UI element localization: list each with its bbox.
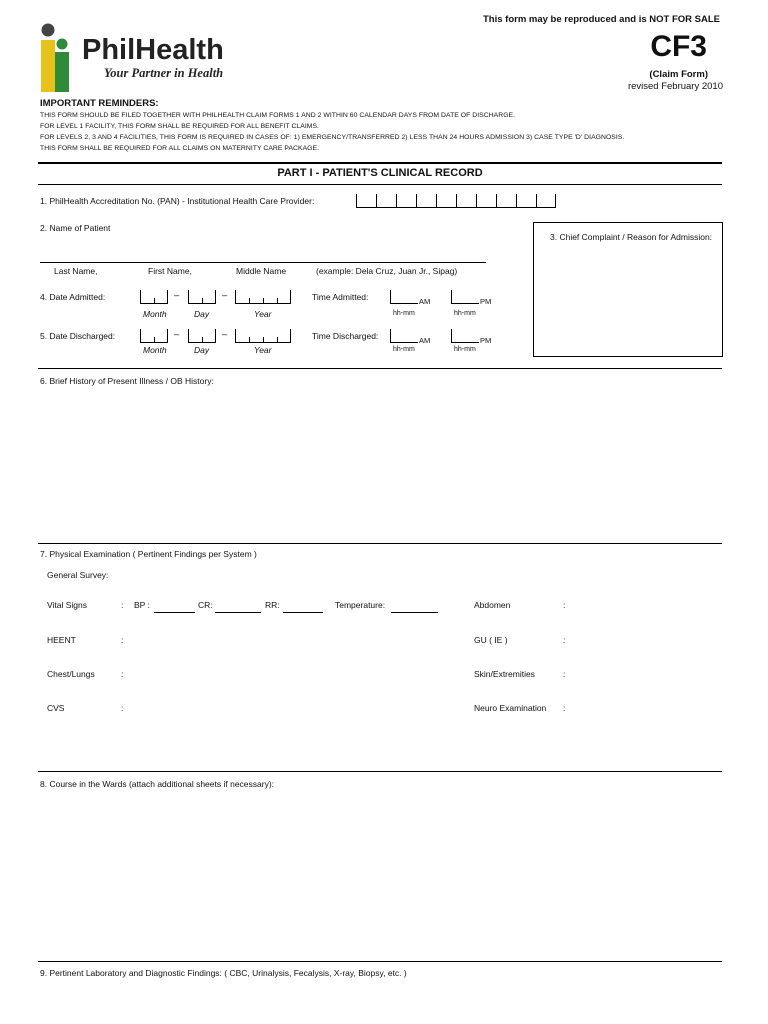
reminder-line: FOR LEVEL 1 FACILITY, THIS FORM SHALL BE REQUIRED FOR ALL BENEFIT CLAIMS.	[40, 123, 319, 130]
divider	[38, 771, 722, 772]
hhmm-sublabel: hh-mm	[393, 310, 415, 317]
philhealth-logo-icon	[38, 22, 78, 94]
date-admitted-month[interactable]	[140, 290, 168, 304]
logo-wordmark: PhilHealth	[82, 34, 224, 66]
colon: :	[121, 669, 124, 679]
time-admitted-label: Time Admitted:	[312, 292, 369, 302]
date-admitted-label: 4. Date Admitted:	[40, 292, 106, 302]
course-label: 8. Course in the Wards (attach additional sheets if necessary):	[40, 779, 275, 789]
colon: :	[563, 703, 566, 713]
am-label: AM	[419, 297, 431, 306]
day-sublabel: Day	[194, 309, 210, 319]
time-discharged-pm[interactable]	[451, 329, 479, 343]
neuro-label: Neuro Examination	[474, 703, 547, 713]
course-field[interactable]	[38, 795, 722, 955]
pe-label: 7. Physical Examination ( Pertinent Findings per System )	[40, 549, 257, 559]
bp-label: BP :	[134, 600, 150, 610]
last-name-label: Last Name,	[54, 266, 98, 276]
not-for-sale-notice: This form may be reproduced and is NOT FOR SALE	[482, 14, 720, 25]
time-admitted-pm[interactable]	[451, 290, 479, 304]
temperature-input[interactable]	[391, 603, 438, 613]
patient-name-label: 2. Name of Patient	[40, 223, 111, 233]
divider	[38, 368, 722, 369]
date-discharged-year[interactable]	[235, 329, 291, 343]
pan-label: 1. PhilHealth Accreditation No. (PAN) - Institutional Health Care Provider:	[40, 196, 315, 206]
year-sublabel: Year	[254, 345, 272, 355]
form-code: CF3	[650, 30, 707, 63]
logo-tagline: Your Partner in Health	[104, 66, 224, 80]
cr-input[interactable]	[215, 603, 261, 613]
hhmm-sublabel: hh-mm	[454, 346, 476, 353]
colon: :	[121, 600, 124, 610]
name-example: (example: Dela Cruz, Juan Jr., Sipag)	[316, 266, 458, 276]
cr-label: CR:	[198, 600, 213, 610]
colon: :	[121, 703, 124, 713]
temperature-label: Temperature:	[335, 600, 386, 610]
middle-name-label: Middle Name	[236, 266, 287, 276]
form-type: (Claim Form)	[649, 69, 708, 80]
history-field[interactable]	[38, 392, 722, 540]
bp-input[interactable]	[154, 603, 195, 613]
date-dash: –	[222, 329, 228, 340]
date-dash: –	[174, 329, 180, 340]
reminder-line: THIS FORM SHOULD BE FILED TOGETHER WITH PHILHEALTH CLAIM FORMS 1 AND 2 WITHIN 60 CALENDAR DAYS FROM DATE OF DISCHARGE.	[40, 112, 516, 119]
revision-date: revised February 2010	[627, 81, 723, 92]
lab-field[interactable]	[38, 984, 722, 1020]
vital-signs-label: Vital Signs	[47, 600, 88, 610]
colon: :	[563, 635, 566, 645]
divider	[38, 543, 722, 544]
hhmm-sublabel: hh-mm	[393, 346, 415, 353]
chief-complaint-label: 3. Chief Complaint / Reason for Admission:	[550, 232, 713, 242]
month-sublabel: Month	[143, 309, 167, 319]
philhealth-logo	[38, 22, 250, 96]
divider	[38, 184, 722, 185]
gu-label: GU ( IE )	[474, 635, 508, 645]
colon: :	[563, 669, 566, 679]
date-dash: –	[174, 290, 180, 301]
rr-input[interactable]	[283, 603, 323, 613]
patient-name-field[interactable]	[40, 262, 486, 263]
chest-label: Chest/Lungs	[47, 669, 95, 679]
pan-input-boxes[interactable]	[356, 194, 556, 208]
time-discharged-am[interactable]	[390, 329, 418, 343]
colon: :	[563, 600, 566, 610]
divider	[38, 162, 722, 164]
abdomen-label: Abdomen	[474, 600, 511, 610]
chief-complaint-box[interactable]	[533, 222, 723, 357]
pm-label: PM	[480, 297, 492, 306]
divider	[38, 961, 722, 962]
heent-label: HEENT	[47, 635, 76, 645]
reminder-line: FOR LEVELS 2, 3 AND 4 FACILITIES, THIS FORM IS REQUIRED IN CASES OF: 1) EMERGENCY/TRANSFERRED 2) LESS THAN 24 HOURS ADMISSION 3) CASE TYPE 'D' DIAGNOSIS.	[40, 134, 625, 141]
hhmm-sublabel: hh-mm	[454, 310, 476, 317]
month-sublabel: Month	[143, 345, 167, 355]
reminders-title: IMPORTANT REMINDERS:	[40, 98, 159, 109]
date-dash: –	[222, 290, 228, 301]
pm-label: PM	[480, 336, 492, 345]
year-sublabel: Year	[254, 309, 272, 319]
am-label: AM	[419, 336, 431, 345]
date-admitted-day[interactable]	[188, 290, 216, 304]
colon: :	[121, 635, 124, 645]
general-survey-label: General Survey:	[47, 570, 109, 580]
history-label: 6. Brief History of Present Illness / OB History:	[40, 376, 214, 386]
lab-label: 9. Pertinent Laboratory and Diagnostic Findings: ( CBC, Urinalysis, Fecalysis, X-ray, Biopsy, etc. )	[40, 968, 407, 978]
reminder-line: THIS FORM SHALL BE REQUIRED FOR ALL CLAIMS ON MATERNITY CARE PACKAGE.	[40, 145, 320, 152]
rr-label: RR:	[265, 600, 280, 610]
date-discharged-month[interactable]	[140, 329, 168, 343]
time-discharged-label: Time Discharged:	[312, 331, 379, 341]
part1-title: PART I - PATIENT'S CLINICAL RECORD	[277, 167, 483, 179]
skin-label: Skin/Extremities	[474, 669, 535, 679]
date-discharged-day[interactable]	[188, 329, 216, 343]
first-name-label: First Name,	[148, 266, 192, 276]
date-admitted-year[interactable]	[235, 290, 291, 304]
time-admitted-am[interactable]	[390, 290, 418, 304]
date-discharged-label: 5. Date Discharged:	[40, 331, 116, 341]
day-sublabel: Day	[194, 345, 210, 355]
cvs-label: CVS	[47, 703, 65, 713]
